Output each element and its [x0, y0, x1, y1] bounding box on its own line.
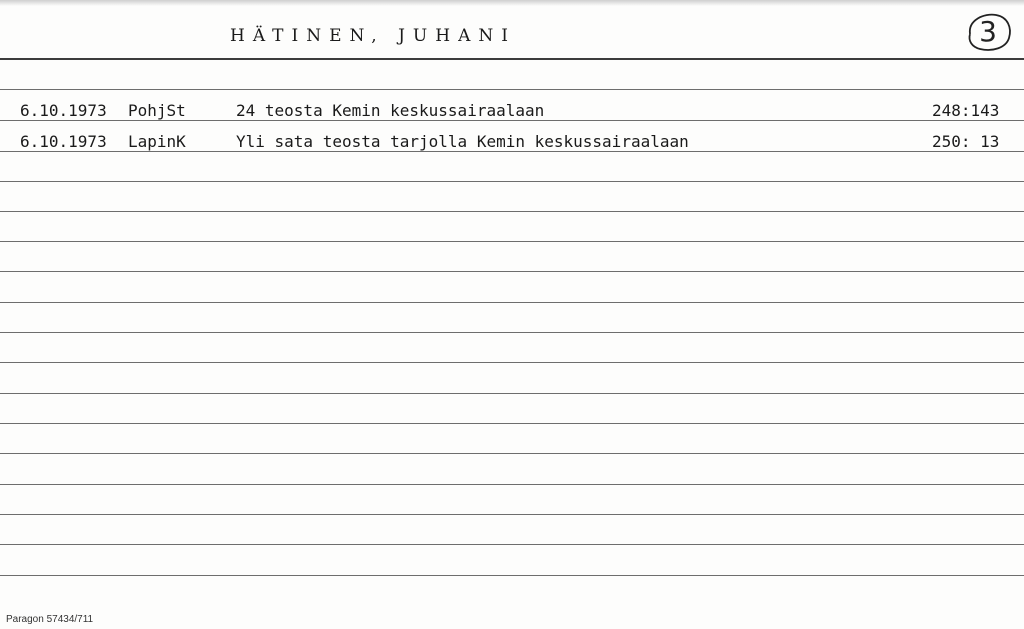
- ruled-line: [0, 362, 1024, 363]
- card-number-badge: [962, 10, 1014, 54]
- ruled-line: [0, 241, 1024, 242]
- card-top-edge: [0, 0, 1024, 6]
- ruled-line: [0, 575, 1024, 576]
- card-number: 3: [979, 15, 997, 48]
- ruled-line: [0, 544, 1024, 545]
- ruled-line: [0, 332, 1024, 333]
- ruled-line: [0, 211, 1024, 212]
- ruled-line: [0, 181, 1024, 182]
- header-rule: [0, 58, 1024, 60]
- entry-reference: 250: 13: [932, 132, 1000, 151]
- print-code: Paragon 57434/711: [6, 614, 94, 625]
- entry-source: PohjSt: [128, 101, 186, 120]
- entry-source: LapinK: [128, 132, 186, 151]
- entry-title: Yli sata teosta tarjolla Kemin keskussairaalaan: [236, 132, 689, 151]
- ruled-line: [0, 271, 1024, 272]
- ruled-line: [0, 302, 1024, 303]
- ruled-line: [0, 393, 1024, 394]
- entry-date: 6.10.1973: [20, 101, 107, 120]
- entry-date: 6.10.1973: [20, 132, 107, 151]
- entry-title: 24 teosta Kemin keskussairaalaan: [236, 101, 545, 120]
- ruled-line: [0, 89, 1024, 90]
- card-heading: HÄTINEN, JUHANI: [230, 26, 516, 46]
- ruled-line: [0, 514, 1024, 515]
- entry-reference: 248:143: [932, 101, 1000, 120]
- ruled-line: [0, 453, 1024, 454]
- ruled-line: [0, 423, 1024, 424]
- ruled-line: [0, 484, 1024, 485]
